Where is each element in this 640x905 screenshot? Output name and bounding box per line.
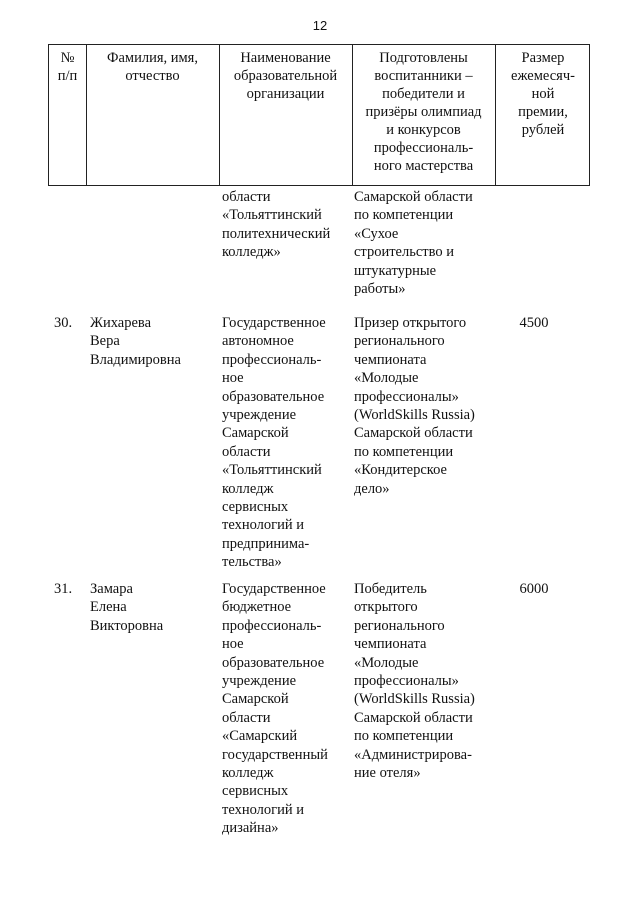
text-line: премии, [518,104,568,120]
continuation-org [222,188,340,262]
text-line: воспитанники – [374,68,473,84]
text-line: Государственное [222,315,326,331]
text-line: по компетенции [354,443,454,460]
text-line: «Кондитерское [354,462,447,479]
row-30-org [222,314,340,572]
text-line: Победитель [354,581,427,597]
text-line: колледж [222,765,274,782]
text-line: Самарской [222,425,289,442]
text-line: области [222,189,271,205]
text-line: профессиональ- [373,140,474,156]
text-line: работы» [354,281,406,298]
text-line: регионального [354,333,445,350]
text-line: призёры олимпиад [365,104,482,120]
text-line: области [222,443,271,460]
text-line: п/п [57,68,78,84]
table-header [48,44,590,186]
text-line: (WorldSkills Russia) [354,407,475,424]
text-line: учреждение [222,673,297,690]
text-line: колледж [222,480,274,497]
row-31-prize: 6000 [519,581,549,597]
text-line: политехнический [222,225,331,242]
text-line: государственный [222,746,328,763]
text-line: образовательное [222,654,325,671]
text-line: № [60,50,75,66]
text-line: сервисных [222,499,289,516]
text-line: сервисных [222,783,289,800]
text-line: автономное [222,333,294,350]
continuation-award [354,188,486,298]
text-line: Замара [90,581,133,597]
text-line: «Тольяттинский [222,207,322,224]
text-line: Размер [521,50,565,66]
row-31-name [90,580,210,635]
text-line: профессиональ- [222,351,322,368]
header-name [86,45,219,185]
text-line: победители и [382,86,465,102]
text-line: ежемесяч- [511,68,575,84]
text-line: предпринима- [222,535,310,552]
row-31-org [222,580,340,838]
text-line: (WorldSkills Russia) [354,691,475,708]
text-line: учреждение [222,407,297,424]
text-line: Наименование [240,50,331,66]
text-line: ние отеля» [354,765,421,782]
text-line: Государственное [222,581,326,597]
text-line: Вера [90,333,120,350]
text-line: отчество [125,68,180,84]
text-line: Жихарева [90,315,152,331]
text-line: бюджетное [222,599,292,616]
row-30-name [90,314,210,369]
text-line: ное [222,370,244,387]
text-line: Фамилия, имя, [107,50,198,66]
text-line: образовательной [233,68,338,84]
text-line: «Администрирова- [354,746,472,763]
text-line: ной [531,86,555,102]
text-line: профессионалы» [354,388,459,405]
text-line: Самарской области [354,709,473,726]
text-line: Владимировна [90,351,181,368]
header-org [219,45,352,185]
text-line: открытого [354,599,418,616]
text-line: «Молодые [354,370,419,387]
text-line: образовательное [222,388,325,405]
text-line: «Тольяттинский [222,462,322,479]
text-line: по компетенции [354,728,454,745]
row-30-award [354,314,486,498]
text-line: Самарской области [354,189,473,205]
text-line: чемпионата [354,636,427,653]
text-line: штукатурные [354,262,437,279]
text-line: «Молодые [354,654,419,671]
row-31-num: 31. [54,581,73,597]
row-30-num: 30. [54,315,73,331]
text-line: дизайна» [222,820,279,837]
text-line: Самарской [222,691,289,708]
text-line: тельства» [222,554,282,571]
header-prize [495,45,591,185]
text-line: Призер открытого [354,315,467,331]
text-line: строительство и [354,244,454,261]
text-line: по компетенции [354,207,454,224]
text-line: профессиональ- [222,617,322,634]
text-line: «Самарский [222,728,298,745]
text-line: ное [222,636,244,653]
text-line: Елена [90,599,127,616]
page-number: 12 [312,18,328,33]
text-line: чемпионата [354,351,427,368]
row-30-prize: 4500 [519,315,549,331]
text-line: регионального [354,617,445,634]
text-line: технологий и [222,517,304,534]
text-line: «Сухое [354,225,399,242]
text-line: дело» [354,480,390,497]
text-line: Самарской области [354,425,473,442]
row-31-award [354,580,486,782]
text-line: и конкурсов [386,122,461,138]
header-award [352,45,495,185]
text-line: колледж» [222,244,281,261]
text-line: Подготовлены [379,50,468,66]
text-line: профессионалы» [354,673,459,690]
text-line: ного мастерства [373,158,474,174]
text-line: рублей [521,122,565,138]
text-line: технологий и [222,801,304,818]
text-line: области [222,709,271,726]
header-num [49,45,86,185]
text-line: Викторовна [90,617,164,634]
text-line: организации [246,86,325,102]
